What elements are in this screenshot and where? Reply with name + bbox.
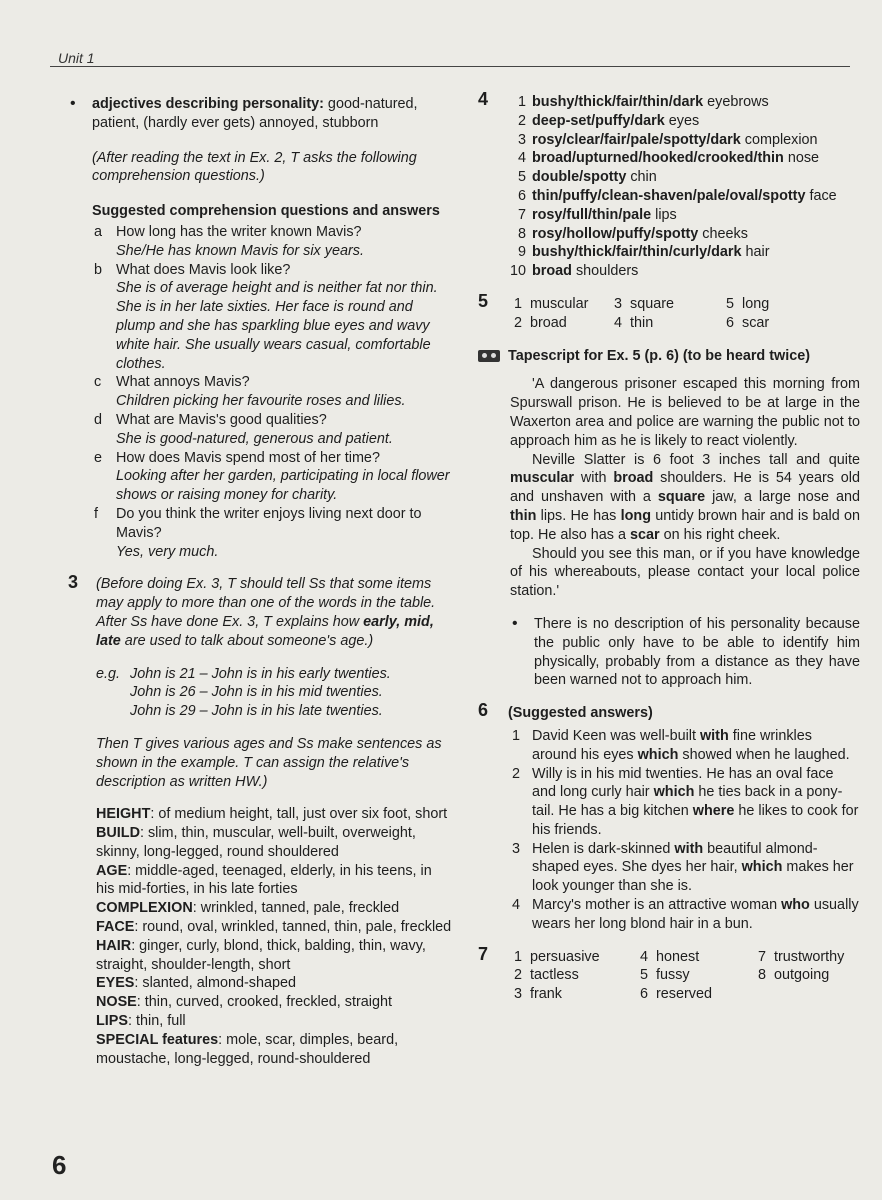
teacher-note: (After reading the text in Ex. 2, T asks the following comprehension questions.) <box>92 149 417 185</box>
item-bold: rosy/hollow/puffy/spotty <box>532 225 699 242</box>
item-bold: thin/puffy/clean-shaven/pale/oval/spotty <box>532 187 806 204</box>
exercise-4-item <box>508 93 860 112</box>
category-text: : middle-aged, teenaged, elderly, in his teens, in his mid-forties, in his late forties <box>96 862 432 898</box>
grid-number: 5 <box>725 295 734 312</box>
category-label: HAIR <box>96 937 132 954</box>
text-run: David Keen was well-built <box>532 727 700 744</box>
grid-number: 5 <box>639 967 648 984</box>
exercise-4-number: 4 <box>478 89 489 109</box>
grid-number: 6 <box>725 314 734 331</box>
item-number: 3 <box>517 131 526 148</box>
item-number: 1 <box>517 94 526 110</box>
category-label: NOSE <box>96 994 137 1011</box>
item-bold: deep-set/puffy/dark <box>532 112 665 129</box>
exercise-4-item <box>508 225 860 244</box>
text-run: on his right cheek. <box>659 526 781 543</box>
category-label: SPECIAL features <box>96 1031 219 1048</box>
item-bold: bushy/thick/fair/thin/dark <box>532 94 704 110</box>
grid-item <box>508 966 634 985</box>
exercise-3-intro: (Before doing Ex. 3, T should tell Ss that some items may apply to more than one of the words in the table. After Ss have done Ex. 3, T explains how early, mid, late are used to talk about someone's age.) <box>96 576 436 649</box>
category-label: AGE <box>96 862 128 879</box>
text-run: Willy is in his mid twenties. He has an oval face and long curly hair <box>532 765 834 801</box>
tapescript-heading <box>478 347 860 366</box>
category-text: : thin, full <box>128 1013 186 1030</box>
grid-item <box>752 966 872 985</box>
grid-number: 1 <box>513 295 522 312</box>
qa-question: What are Mavis's good qualities? <box>116 411 327 428</box>
text-run: showed when he laughed. <box>678 746 850 763</box>
grid-number: 7 <box>757 948 766 965</box>
keyword: which <box>741 859 783 876</box>
grid-item <box>634 985 752 1004</box>
grid-item <box>508 985 634 1004</box>
bullet-label: adjectives describing personality: <box>92 96 324 112</box>
grid-item <box>720 314 820 333</box>
grid-word: tactless <box>530 967 579 984</box>
exercise-5 <box>478 290 860 333</box>
category-item <box>96 974 452 993</box>
grid-word: honest <box>656 948 700 965</box>
personality-bullet <box>68 95 452 133</box>
exercise-4-item <box>508 243 860 262</box>
eg-label: e.g. <box>96 665 121 682</box>
exercise-6 <box>478 700 860 723</box>
qa-letter: e <box>94 449 103 466</box>
exercise-6-item <box>478 840 860 896</box>
category-text: : of medium height, tall, just over six foot, short <box>150 806 448 823</box>
item-bold: double/spotty <box>532 169 627 186</box>
grid-item <box>634 966 752 985</box>
item-number: 2 <box>512 765 521 782</box>
item-number: 6 <box>517 187 526 204</box>
item-rest: shoulders <box>571 263 639 280</box>
keyword: where <box>692 803 735 820</box>
qa-answer: She is good-natured, generous and patient. <box>116 430 393 447</box>
exercise-3-number: 3 <box>68 572 79 593</box>
grid-word: reserved <box>656 986 712 1003</box>
example-line: John is 21 – John is in his early twenties. <box>130 665 391 682</box>
grid-word: thin <box>630 314 654 331</box>
keyword: long <box>620 507 651 524</box>
cassette-icon <box>478 350 500 362</box>
item-rest: chin <box>626 169 657 186</box>
text-run: makes her look younger than she is. <box>532 859 854 895</box>
grid-item <box>608 295 720 314</box>
item-number: 10 <box>509 263 526 280</box>
qa-question: Do you think the writer enjoys living next door to Mavis? <box>116 505 422 541</box>
exercise-6-list <box>478 727 860 934</box>
category-label: COMPLEXION <box>96 900 193 917</box>
grid-number: 4 <box>613 314 622 331</box>
grid-item <box>752 948 872 967</box>
tapescript-body <box>478 375 860 690</box>
exercise-7-grid <box>508 948 860 1004</box>
text-run: Neville Slatter is 6 foot 3 inches tall and quite <box>532 451 860 468</box>
text-run: Marcy's mother is an attractive woman <box>532 897 782 914</box>
category-text: : round, oval, wrinkled, tanned, thin, pale, freckled <box>134 919 452 936</box>
category-label: LIPS <box>96 1013 128 1030</box>
item-rest: eyebrows <box>703 94 769 110</box>
category-label: FACE <box>96 919 135 936</box>
text-run: fine wrinkles around his eyes <box>532 727 812 763</box>
grid-word: fussy <box>656 967 690 984</box>
keyword: which <box>637 746 679 763</box>
qa-letter: a <box>94 223 103 240</box>
qa-letter: b <box>94 261 103 278</box>
qa-item <box>68 505 452 561</box>
grid-item <box>720 295 820 314</box>
exercise-6-item <box>478 896 860 934</box>
item-bold: broad/upturned/hooked/crooked/thin <box>532 150 784 167</box>
qa-item <box>68 449 452 505</box>
keyword: broad <box>613 470 654 487</box>
item-rest: lips <box>651 206 677 223</box>
grid-item <box>608 314 720 333</box>
exercise-4 <box>478 89 860 281</box>
text-run: usually wears her long blond hair in a bun. <box>532 897 859 932</box>
keyword: thin <box>510 507 537 524</box>
tapescript-p1: 'A dangerous prisoner escaped this morning from Spurswall prison. He is believed to be at large in the Waxerton area and police are warning the public not to approach him as he is likely to react violently. <box>510 376 860 449</box>
qa-letter: d <box>94 411 103 428</box>
grid-word: frank <box>530 986 562 1003</box>
grid-number: 3 <box>613 295 622 312</box>
keyword: who <box>781 897 810 914</box>
category-item <box>96 1031 452 1069</box>
exercise-6-item <box>478 727 860 765</box>
qa-letter: c <box>94 374 102 391</box>
exercise-4-item <box>508 131 860 150</box>
item-rest: hair <box>741 244 770 261</box>
item-bold: rosy/clear/fair/pale/spotty/dark <box>532 131 741 148</box>
category-label: EYES <box>96 975 135 992</box>
exercise-4-item <box>508 112 860 131</box>
item-number: 1 <box>512 727 521 744</box>
item-rest: cheeks <box>698 225 748 242</box>
keyword: with <box>699 727 729 744</box>
keyword: with <box>674 840 704 857</box>
grid-word: trustworthy <box>774 948 845 965</box>
item-bold: rosy/full/thin/pale <box>532 206 652 223</box>
item-rest: eyes <box>664 112 700 129</box>
category-item <box>96 899 452 918</box>
qa-answer: Children picking her favourite roses and lilies. <box>116 393 406 410</box>
category-item <box>96 937 452 975</box>
qa-list <box>68 223 452 561</box>
tapescript-p3: Should you see this man, or if you have knowledge of his whereabouts, please contact your local police station.' <box>510 545 860 600</box>
grid-word: square <box>630 295 675 312</box>
right-column <box>478 89 861 1004</box>
category-item <box>96 993 452 1012</box>
exercise-4-list <box>508 93 860 281</box>
grid-word: long <box>742 295 770 312</box>
category-list <box>68 805 452 1068</box>
exercise-7-number: 7 <box>478 943 489 964</box>
qa-title: Suggested comprehension questions and answers <box>92 203 440 220</box>
header-rule <box>50 66 850 67</box>
keyword: which <box>653 784 695 801</box>
item-bold: broad <box>532 263 572 280</box>
qa-item <box>68 261 452 374</box>
grid-number: 2 <box>513 967 522 984</box>
qa-answer: She is of average height and is neither fat nor thin. She is in her late sixties. Her face is round and plump and she has sparkling blue eyes and wavy white hair. She usually wears casual, comfortable clothes. <box>116 280 438 372</box>
tapescript-p2 <box>510 451 860 545</box>
keyword: scar <box>630 526 660 543</box>
exercise-6-title: (Suggested answers) <box>508 705 653 722</box>
grid-number: 4 <box>639 948 648 965</box>
category-text: : thin, curved, crooked, freckled, straight <box>136 994 392 1011</box>
item-number: 3 <box>512 840 521 857</box>
qa-question: What annoys Mavis? <box>116 374 250 391</box>
grid-item <box>634 948 752 967</box>
item-number: 2 <box>517 112 526 129</box>
grid-word: muscular <box>530 295 589 312</box>
exercise-4-item <box>508 149 860 168</box>
category-label: HEIGHT <box>96 806 151 823</box>
exercise-6-number: 6 <box>478 700 489 721</box>
exercise-5-grid <box>508 295 860 333</box>
qa-question: How does Mavis spend most of her time? <box>116 449 380 466</box>
item-number: 8 <box>517 225 526 242</box>
exercise-4-item <box>508 206 860 225</box>
category-text: : slanted, almond-shaped <box>134 975 297 992</box>
qa-answer: Yes, very much. <box>116 543 219 560</box>
text-run: beautiful almond-shaped eyes. She dyes her hair, <box>532 840 818 876</box>
category-text: : mole, scar, dimples, beard, moustache, long-legged, round-shouldered <box>96 1031 399 1067</box>
text-run: with <box>574 470 614 487</box>
grid-number: 2 <box>513 314 522 331</box>
text-run: he ties back in a pony-tail. He has a big kitchen <box>532 784 843 820</box>
example-line: John is 26 – John is in his mid twenties. <box>130 684 383 701</box>
qa-question: What does Mavis look like? <box>116 261 291 278</box>
category-item <box>96 862 452 900</box>
keyword: muscular <box>510 470 574 487</box>
text-run: lips. He has <box>536 507 621 524</box>
category-item <box>96 805 452 824</box>
text-run: Helen is dark-skinned <box>532 840 675 857</box>
category-text: : slim, thin, muscular, well-built, overweight, skinny, long-legged, round shouldered <box>96 825 416 860</box>
exercise-3 <box>68 572 452 650</box>
left-column <box>68 95 452 1068</box>
text-run: untidy brown hair and is bald on top. He also has a <box>510 507 860 543</box>
item-bold: bushy/thick/fair/thin/curly/dark <box>532 244 742 261</box>
category-label: BUILD <box>96 825 140 842</box>
example-line: John is 29 – John is in his late twenties. <box>130 703 383 720</box>
item-rest: nose <box>783 150 820 167</box>
qa-item <box>68 223 452 261</box>
grid-number: 8 <box>757 967 766 984</box>
grid-word: broad <box>530 314 567 331</box>
example-block <box>68 665 452 721</box>
exercise-7 <box>478 943 860 1004</box>
page-number: 6 <box>52 1150 67 1180</box>
category-text: : wrinkled, tanned, pale, freckled <box>192 900 400 917</box>
qa-item <box>68 373 452 411</box>
item-number: 4 <box>512 897 521 914</box>
category-text: : ginger, curly, blond, thick, balding, thin, wavy, straight, shoulder-length, short <box>96 937 426 973</box>
item-rest: face <box>805 187 837 204</box>
item-number: 9 <box>517 244 526 261</box>
item-rest: complexion <box>740 131 818 148</box>
qa-question: How long has the writer known Mavis? <box>116 223 362 240</box>
grid-item <box>752 985 872 1004</box>
category-item <box>96 1012 452 1031</box>
grid-number: 1 <box>513 948 522 965</box>
tapescript-title: Tapescript for Ex. 5 (p. 6) (to be heard twice) <box>508 347 810 364</box>
grid-item <box>508 314 608 333</box>
grid-item <box>508 295 608 314</box>
category-item <box>96 918 452 937</box>
category-item <box>96 824 452 862</box>
grid-number: 3 <box>513 986 522 1003</box>
exercise-3-then: Then T gives various ages and Ss make sentences as shown in the example. T can assign the relative's description as written HW.) <box>96 735 442 790</box>
grid-word: outgoing <box>774 967 830 984</box>
item-number: 5 <box>517 169 526 186</box>
exercise-4-item <box>508 168 860 187</box>
grid-word: persuasive <box>530 948 600 965</box>
text-run: he likes to cook for his friends. <box>532 803 859 838</box>
grid-word: scar <box>742 314 770 331</box>
exercise-4-item <box>508 187 860 206</box>
exercise-5-number: 5 <box>478 290 489 311</box>
item-number: 7 <box>517 206 526 223</box>
bullet-text: good-natured, patient, (hardly ever gets) annoyed, stubborn <box>92 96 418 131</box>
tapescript-bullet: • There is no description of his personality because the public only have to be able to identify him physically, probably from a distance as they have been warned not to approach him. <box>510 615 860 690</box>
exercise-6-item <box>478 765 860 840</box>
exercise-4-item <box>508 262 860 281</box>
item-number: 4 <box>517 150 526 167</box>
qa-answer: She/He has known Mavis for six years. <box>116 242 364 259</box>
grid-item <box>508 948 634 967</box>
qa-item <box>68 411 452 449</box>
text-run: shoulders. He is 54 years old and unshaven with a <box>510 470 861 506</box>
unit-header: Unit 1 <box>58 50 95 66</box>
text-run: jaw, a large nose and <box>705 489 860 506</box>
grid-number: 6 <box>639 986 648 1003</box>
qa-letter: f <box>94 505 98 522</box>
keyword: square <box>657 489 706 506</box>
qa-answer: Looking after her garden, participating in local flower shows or raising money for charity. <box>116 468 450 504</box>
